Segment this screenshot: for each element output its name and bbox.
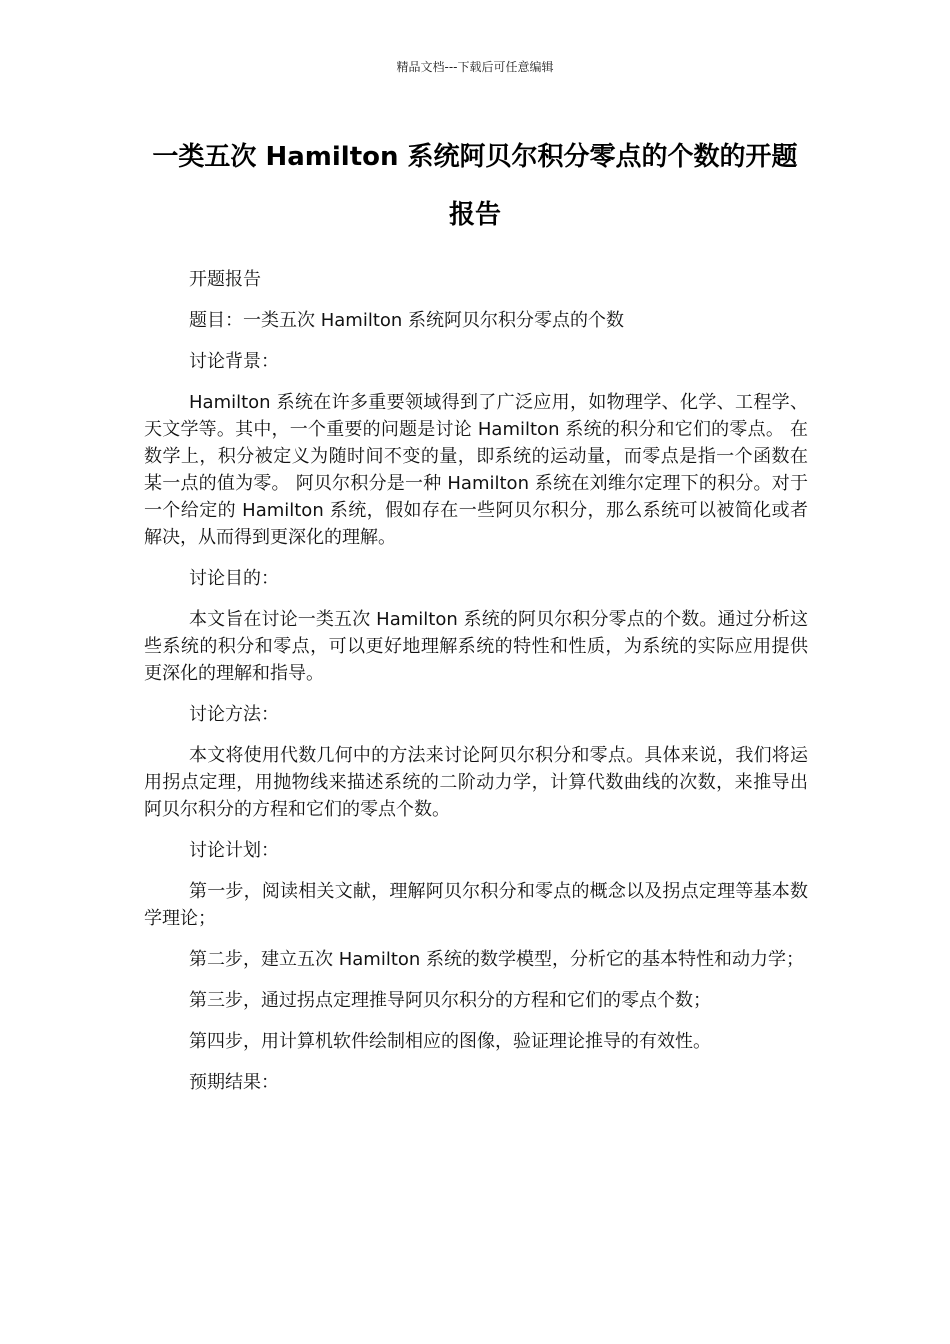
paragraph-plan-step-3: 第三步，通过拐点定理推导阿贝尔积分的方程和它们的零点个数； — [189, 990, 711, 1011]
paragraph-method: 本文将使用代数几何中的方法来讨论阿贝尔积分和零点。具体来说，我们将运用拐点定理，用抛物线来描述系统的二阶动力学，计算代数曲线的次数，来推导出阿贝尔积分的方程和它们的零点个数。 — [144, 745, 808, 820]
paragraph-topic: 题目：一类五次 Hamilton 系统阿贝尔积分零点的个数 — [189, 310, 625, 331]
heading-plan: 讨论计划： — [189, 840, 279, 861]
heading-expected-results: 预期结果： — [189, 1072, 279, 1093]
document-body — [144, 266, 808, 1110]
heading-purpose: 讨论目的： — [189, 568, 279, 589]
paragraph-background: Hamilton 系统在许多重要领域得到了广泛应用，如物理学、化学、工程学、天文学等。其中，一个重要的问题是讨论 Hamilton 系统的积分和它们的零点。 在数学上，积分被定义为随时间不变的量，即系统的运动量，而零点是指一个函数在某一点的值为零。 阿贝尔积分是一种 Hamilton 系统在刘维尔定理下的积分。对于一个给定的 Hamilton 系统，假如存在一些阿贝尔积分，那么系统可以被简化或者解决，从而得到更深化的理解。 — [144, 392, 808, 548]
heading-method: 讨论方法： — [189, 704, 279, 725]
document-title: 一类五次 Hamilton 系统阿贝尔积分零点的个数的开题报告 — [152, 142, 798, 230]
paragraph-report-label: 开题报告 — [189, 269, 261, 290]
page-header: 精品文档---下载后可任意编辑 — [396, 60, 554, 74]
paragraph-purpose: 本文旨在讨论一类五次 Hamilton 系统的阿贝尔积分零点的个数。通过分析这些系统的积分和零点，可以更好地理解系统的特性和性质，为系统的实际应用提供更深化的理解和指导。 — [144, 609, 808, 684]
paragraph-plan-step-2: 第二步，建立五次 Hamilton 系统的数学模型，分析它的基本特性和动力学； — [189, 949, 805, 970]
heading-background: 讨论背景： — [189, 351, 279, 372]
paragraph-plan-step-1: 第一步，阅读相关文献，理解阿贝尔积分和零点的概念以及拐点定理等基本数学理论； — [144, 881, 808, 929]
paragraph-plan-step-4: 第四步，用计算机软件绘制相应的图像，验证理论推导的有效性。 — [189, 1031, 711, 1052]
